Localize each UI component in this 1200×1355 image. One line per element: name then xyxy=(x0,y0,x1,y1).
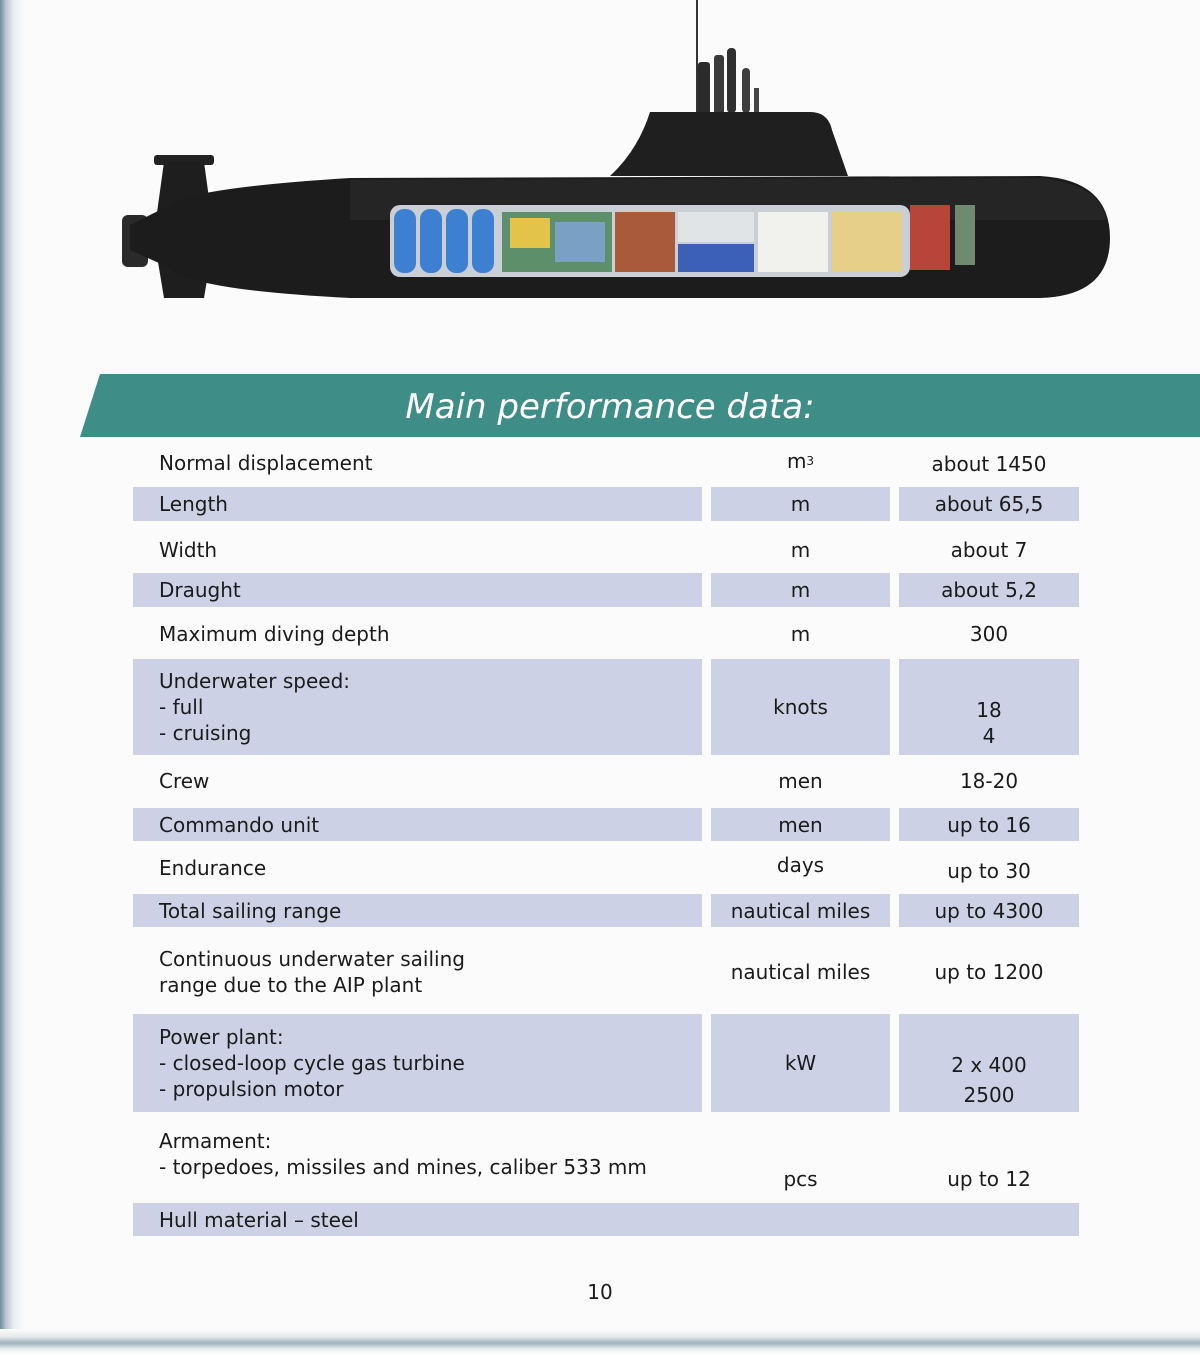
unit-text: m xyxy=(790,537,811,562)
value-line: up to 16 xyxy=(947,812,1031,837)
row-value xyxy=(899,894,1079,927)
row-value xyxy=(899,850,1079,886)
row-value xyxy=(899,446,1079,479)
value-line: up to 4300 xyxy=(934,898,1044,923)
row-label-line: Maximum diving depth xyxy=(159,621,390,646)
row-label-line: Armament: xyxy=(159,1129,272,1153)
row-label xyxy=(133,938,702,1006)
value-line: 2 x 400 xyxy=(951,1053,1027,1077)
table-row xyxy=(133,446,1079,479)
table-row xyxy=(133,894,1079,927)
row-unit xyxy=(711,808,890,841)
row-label xyxy=(133,1122,702,1202)
value-line: 18-20 xyxy=(959,768,1019,793)
row-label-line: Continuous underwater sailing xyxy=(159,947,465,971)
table-row xyxy=(133,938,1079,1006)
table-row xyxy=(133,850,1079,886)
row-label-line: Length xyxy=(159,492,228,516)
row-label-line: Normal displacement xyxy=(159,450,373,475)
unit-superscript: 3 xyxy=(806,454,815,468)
row-unit xyxy=(711,1122,890,1202)
row-unit xyxy=(711,1014,890,1112)
row-label-line: Underwater speed: xyxy=(159,669,351,693)
value-line: up to 12 xyxy=(947,1167,1031,1191)
row-label-line: - closed-loop cycle gas turbine xyxy=(159,1051,465,1075)
value-line: 18 xyxy=(976,698,1002,722)
row-value xyxy=(899,938,1079,1006)
row-label-line: Endurance xyxy=(159,856,267,880)
row-label-line: - torpedoes, missiles and mines, caliber 533 mm xyxy=(159,1155,647,1179)
unit-text: m xyxy=(790,621,811,646)
row-label xyxy=(133,808,702,841)
row-unit xyxy=(711,617,890,650)
row-label-line: Draught xyxy=(159,578,241,602)
table-row xyxy=(133,573,1079,607)
unit-text: m xyxy=(790,492,811,516)
unit-text: days xyxy=(776,853,825,877)
value-line: about 65,5 xyxy=(934,492,1044,516)
value-line: up to 30 xyxy=(947,859,1031,883)
row-label-line: - cruising xyxy=(159,721,252,745)
row-value xyxy=(899,573,1079,607)
row-label xyxy=(133,617,702,650)
row-label-line: Power plant: xyxy=(159,1025,284,1049)
row-value xyxy=(899,617,1079,650)
table-row xyxy=(133,1122,1079,1202)
row-label-line: Hull material – steel xyxy=(159,1207,359,1232)
submarine-illustration xyxy=(110,0,1120,320)
unit-text: kW xyxy=(784,1051,817,1075)
value-line: up to 1200 xyxy=(934,960,1044,984)
row-label-line: Commando unit xyxy=(159,812,320,837)
row-label xyxy=(133,894,702,927)
table-row xyxy=(133,617,1079,650)
row-label xyxy=(133,533,702,566)
table-row xyxy=(133,1014,1079,1112)
row-label xyxy=(133,446,702,479)
table-row xyxy=(133,487,1079,521)
row-unit xyxy=(711,533,890,566)
page-number: 10 xyxy=(587,1280,613,1304)
row-unit xyxy=(711,446,890,479)
row-unit xyxy=(711,659,890,755)
row-label-line: Crew xyxy=(159,768,210,793)
row-label-line: - propulsion motor xyxy=(159,1077,344,1101)
row-value xyxy=(899,1014,1079,1112)
table-row xyxy=(133,659,1079,755)
row-unit xyxy=(711,894,890,927)
row-unit xyxy=(711,573,890,607)
unit-text: nautical miles xyxy=(730,960,871,984)
row-unit xyxy=(711,938,890,1006)
section-banner xyxy=(80,374,1200,437)
submarine-cutaway-image xyxy=(110,0,1120,320)
row-value xyxy=(899,1122,1079,1202)
unit-text: nautical miles xyxy=(730,898,871,923)
row-label xyxy=(133,1014,702,1112)
value-line: about 1450 xyxy=(931,452,1047,476)
value-line: 300 xyxy=(969,621,1009,646)
table-row xyxy=(133,764,1079,797)
row-label xyxy=(133,487,702,521)
unit-text: knots xyxy=(773,695,828,719)
row-label-line: range due to the AIP plant xyxy=(159,973,423,997)
row-value xyxy=(899,764,1079,797)
binding-spine xyxy=(0,0,24,1355)
table-row xyxy=(133,1203,1079,1236)
unit-text: m xyxy=(786,449,807,473)
value-line: about 5,2 xyxy=(941,578,1037,602)
row-label xyxy=(133,1203,1079,1236)
row-label-line: - full xyxy=(159,695,204,719)
row-label xyxy=(133,850,702,886)
row-label xyxy=(133,659,702,755)
page-bottom-edge xyxy=(0,1329,1200,1355)
table-row xyxy=(133,808,1079,841)
row-value xyxy=(899,808,1079,841)
row-label-line: Width xyxy=(159,537,218,562)
value-line: 2500 xyxy=(963,1083,1015,1107)
row-value xyxy=(899,533,1079,566)
unit-text: pcs xyxy=(783,1167,818,1191)
row-label xyxy=(133,764,702,797)
banner-title: Main performance data: xyxy=(405,387,815,427)
row-value xyxy=(899,487,1079,521)
table-row xyxy=(133,533,1079,566)
row-unit xyxy=(711,850,890,886)
row-label xyxy=(133,573,702,607)
unit-text: m xyxy=(790,578,811,602)
row-value xyxy=(899,659,1079,755)
value-line: about 7 xyxy=(950,537,1028,562)
unit-text: men xyxy=(778,812,823,837)
row-unit xyxy=(711,487,890,521)
unit-text: men xyxy=(778,768,823,793)
value-line: 4 xyxy=(982,724,996,748)
row-label-line: Total sailing range xyxy=(159,898,342,923)
row-unit xyxy=(711,764,890,797)
